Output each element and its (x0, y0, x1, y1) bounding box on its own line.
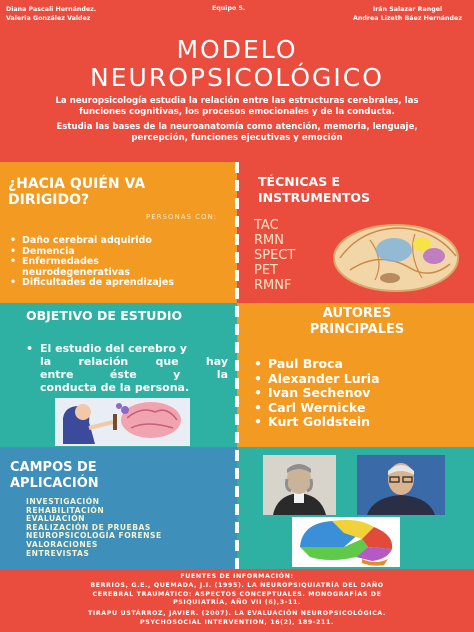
list-item: • Alexander Luria (254, 372, 380, 387)
dirigido-list (10, 236, 174, 289)
title-line-1: MODELO (176, 35, 298, 64)
autores-title: AUTORES PRINCIPALES (309, 306, 405, 337)
objetivo-text: • El estudio del cerebro y la relación que hay entre éste y la conducta de la persona. (26, 342, 228, 394)
title-line-2: NEUROPSICOLÓGICO (90, 63, 384, 92)
brain-lobes-image (292, 517, 400, 567)
intro-paragraph-2: Estudia las bases de la neuroanatomía como atención, memoria, lenguaje, percepción, funciones ejecutivas y emoción (56, 122, 418, 143)
list-item-cont: neurodegenerativas (22, 266, 131, 278)
list-item: NEUROPSICOLOGÍA FORENSE (26, 531, 162, 541)
list-item: • Demencia (10, 247, 174, 258)
intro-paragraph-1: La neuropsicología estudia la relación entre las estructuras cerebrales, las funciones cognitivas, los procesos emocionales y de la conducta. (55, 96, 419, 117)
autores-list (254, 357, 380, 430)
list-item: INVESTIGACIÓN (26, 497, 100, 506)
list-item: TAC (254, 218, 279, 233)
list-item: PET (254, 263, 278, 278)
list-item: • Enfermedades (10, 257, 174, 268)
campos-list (26, 498, 162, 558)
objetivo-title: OBJETIVO DE ESTUDIO (26, 308, 183, 323)
portrait-luria-image (357, 455, 445, 515)
list-item: VALORACIONES (26, 539, 98, 549)
list-item: ENTREVISTAS (26, 548, 90, 558)
list-item: • Kurt Goldstein (254, 415, 380, 430)
authors-left: Diana Pascali Hernández. Valeria González Valdez (6, 6, 97, 22)
list-item: SPECT (254, 248, 296, 263)
dashed-divider (235, 162, 239, 569)
list-item: REALIZACIÓN DE PRUEBAS (26, 522, 151, 532)
list-item: • Daño cerebral adquirido (10, 236, 174, 247)
list-item: • Ivan Sechenov (254, 386, 380, 401)
reference-2: TIRAPU USTÁRROZ, JAVIER. (2007). LA EVALUACIÓN NEUROPSICOLÓGICA. PSYCHOSOCIAL INTERVENTION, 16(2), 189-211. (88, 610, 386, 626)
tecnicas-list (254, 218, 295, 293)
team-label: Equipo 5. (212, 5, 246, 12)
fuentes-title: FUENTES DE INFORMACIÓN: (180, 573, 294, 580)
list-item: RMNF (254, 278, 292, 293)
tecnicas-title: TÉCNICAS E INSTRUMENTOS (258, 174, 371, 205)
brain-scan-image (330, 220, 465, 295)
list-item: RMN (254, 233, 284, 248)
dirigido-title: ¿HACIA QUIÉN VA DIRIGIDO? (8, 176, 146, 208)
portrait-broca-image (263, 455, 336, 515)
list-item: • Carl Wernicke (254, 401, 380, 416)
list-item: • Paul Broca (254, 357, 380, 372)
list-item: • Dificultades de aprendizajes (10, 278, 174, 289)
authors-right: Irán Salazar Rangel Andrea Lizeth Báez Hernández (353, 6, 462, 22)
campos-title: CAMPOS DE APLICACIÓN (10, 460, 99, 491)
person-brain-image (55, 398, 190, 446)
dirigido-subtitle: PERSONAS CON: (146, 213, 218, 221)
header-section (0, 0, 474, 162)
reference-1: BERRIOS, G.E., QUEMADA, J.I. (1995). LA NEUROPSIQUIATRÍA DEL DAÑO CEREBRAL TRAUMÁTICO: ASPECTOS CONCEPTUALES. MONOGRAFÍAS DE PSIQUIATRÍA, AÑO VII (6),3-11. (90, 582, 384, 606)
list-item: EVALUACIÓN (26, 514, 86, 524)
list-item: REHABILITACIÓN (26, 505, 105, 515)
